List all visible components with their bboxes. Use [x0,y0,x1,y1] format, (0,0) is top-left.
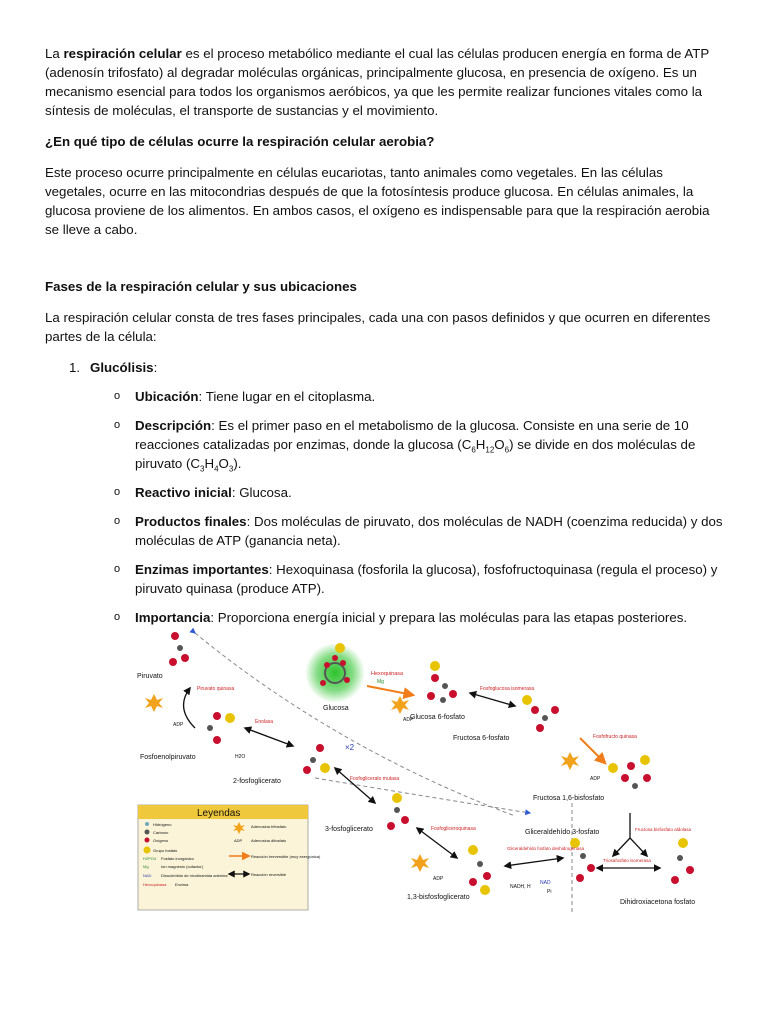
svg-text:Grupo fosfato: Grupo fosfato [153,848,178,853]
svg-text:Fosfofructo quinasa: Fosfofructo quinasa [593,734,637,740]
arrow-fosfofructoquinasa [580,738,605,763]
svg-text:Reacción irreversible (muy exe: Reacción irreversible (muy exergónica) [251,854,321,859]
arrow-hexoquinasa [367,686,413,695]
detail-descripcion: o Descripción: Es el primer paso en el metabolismo de la glucosa. Consiste en una serie de 10 reacciones catalizadas por enzimas, donde la glucosa $(C_6H_{12}O_6)$ se divide en dos moléculas de piruvato $(C_3H_4O_3)$. [114,418,696,474]
svg-text:ADP: ADP [403,717,414,723]
molecule-dhap-icon [671,838,694,884]
arrow-piruvato-quinasa [184,688,195,728]
molecule-2pg-icon [303,744,330,774]
svg-text:Triosafosfato isomerasa: Triosafosfato isomerasa [603,858,651,863]
svg-text:Mg: Mg [377,679,384,685]
arrow-fosfogliceroquinasa [417,828,457,858]
detail-productos: o Productos finales: Dos moléculas de piruvato, dos moléculas de NADH (coenzima reducida) y dos moléculas de ATP (ganancia neta). [114,514,723,548]
detail-enzimas: o Enzimas importantes: Hexoquinasa (fosforila la glucosa), fosfofructoquinasa (regula el proceso) y piruvato quinasa (produce ATP). [114,562,718,596]
legend-box [138,805,321,910]
svg-text:Ion magnesio (cofactor): Ion magnesio (cofactor) [161,864,204,869]
atp-star-icon-1 [391,696,409,714]
svg-text:Dinucleótido de nicotinamida a: Dinucleótido de nicotinamida adenina [161,873,228,878]
atp-star-icon-4 [145,694,163,712]
label-2fosfoglicerato: 2-fosfoglicerato [233,778,281,785]
atp-star-icon-2 [561,752,579,770]
dashed-g3p-arrow [315,778,530,813]
molecule-g3p-icon [570,838,595,882]
molecule-pep-icon [207,712,235,744]
svg-text:Gliceraldehído fosfato deshidr: Gliceraldehído fosfato deshidrogenasa [507,846,585,851]
molecule-fructosa16bp-icon [608,755,651,789]
intro-paragraph: La respiración celular es el proceso metabólico mediante el cual las células producen energía en forma de ATP (adenosín trifosfato) al degradar moléculas orgánicas, principalmente glucosa, en presencia de oxígeno. Es un mecanismo esencial para todos los organismos aeróbicos, ya que les permite realizar funciones vitales como la síntesis de moléculas, el transporte de sustancias y el movimiento. [45,46,710,118]
svg-text:NAD: NAD [143,873,152,878]
svg-text:NAD: NAD [540,880,551,886]
label-piruvato: Piruvato [137,673,163,680]
svg-text:Hexoquinasa: Hexoquinasa [143,882,167,887]
enzyme-hexoquinasa: Hexoquinasa [371,671,404,677]
detail-ubicacion: o Ubicación: Tiene lugar en el citoplasma. [114,389,376,404]
svg-text:Piruvato quinasa: Piruvato quinasa [197,686,235,692]
svg-text:Fosfato inorgánico: Fosfato inorgánico [161,856,194,861]
label-dihidroxiacetona: Dihidroxiacetona fosfato [620,899,696,906]
molecule-fructosa6p-icon [522,695,559,732]
label-13bpg: 1,3-bisfosfoglicerato [407,894,470,901]
atp-star-icon-3 [411,854,429,872]
term-respiracion: respiración celular [63,46,182,61]
svg-text:H2O: H2O [235,754,246,760]
svg-text:H2PO4: H2PO4 [143,856,157,861]
glycolysis-diagram [135,628,703,918]
molecule-3pg-icon [387,793,409,830]
label-3fosfoglicerato: 3-fosfoglicerato [325,826,373,833]
label-fructosa6p: Fructosa 6-fosfato [453,735,510,742]
glucose-glow [305,643,365,703]
arrow-isomerasa [470,693,515,706]
svg-text:Enzima: Enzima [175,882,189,887]
svg-text:NADH, H: NADH, H [510,884,531,890]
svg-text:Reacción reversible: Reacción reversible [251,872,287,877]
question-heading: ¿En qué tipo de células ocurre la respiración celular aerobia? [45,134,435,149]
svg-text:Mg: Mg [143,864,149,869]
label-fosfoenolpiruvato: Fosfoenolpiruvato [140,754,196,761]
svg-text:Fosfoglucosa isomerasa: Fosfoglucosa isomerasa [480,686,535,692]
legend-title: Leyendas [197,808,241,819]
svg-text:Fructosa bisfosfato aldolasa: Fructosa bisfosfato aldolasa [635,827,692,832]
svg-text:Hidrógeno: Hidrógeno [153,822,172,827]
svg-text:Enolasa: Enolasa [255,719,274,725]
svg-text:ADP: ADP [590,776,601,782]
molecule-piruvato-icon [169,632,189,666]
arrow-enolasa [245,728,293,746]
label-x2: ×2 [345,743,355,752]
svg-text:Fosfoglicerato mutasa: Fosfoglicerato mutasa [350,776,400,782]
glucolisis-details [45,387,725,627]
label-gliceraldehido: Gliceraldehído 3-fosfato [525,829,600,836]
document-body [45,44,725,637]
label-glucosa6p: Glucosa 6-fosfato [410,714,465,721]
label-fructosa16bp: Fructosa 1,6-bisfosfato [533,795,605,802]
molecule-glucosa6p-icon [427,661,457,703]
detail-importancia: o Importancia: Proporciona energía inicial y prepara las moléculas para las etapas posteriores. [114,610,688,625]
arrow-mutasa [335,768,375,803]
phases-intro: La respiración celular consta de tres fases principales, cada una con pasos definidos y que ocurren en diferentes partes de la célula: [45,310,711,344]
svg-text:ADP: ADP [234,838,243,843]
svg-text:Pi: Pi [547,889,552,895]
svg-text:Fosfogliceroquinasa: Fosfogliceroquinasa [431,826,476,832]
detail-reactivo: o Reactivo inicial: Glucosa. [114,485,292,500]
svg-text:Adenosina trifosfato: Adenosina trifosfato [251,824,287,829]
arrow-deshidrogenasa [505,858,563,866]
phases-heading: Fases de la respiración celular y sus ubicaciones [45,279,357,294]
svg-text:ADP: ADP [433,876,444,882]
svg-text:ADP: ADP [173,722,184,728]
phases-list [45,358,725,377]
molecule-13bpg-icon [468,845,491,895]
svg-text:Oxígeno: Oxígeno [153,838,169,843]
label-glucosa: Glucosa [323,705,349,712]
phase-item-glucolisis: 1. Glucólisis: [69,360,158,375]
svg-text:Adenosina difosfato: Adenosina difosfato [251,838,287,843]
svg-text:Carbono: Carbono [153,830,169,835]
cells-paragraph: Este proceso ocurre principalmente en células eucariotas, tanto animales como vegetales. En las células vegetales, ocurre en las mitocondrias después de que la fotosíntesis produce glucosa. En células animales, la glucosa proviene de los alimentos. En ambos casos, el oxígeno es indispensable para que la respiración aerobia se lleve a cabo. [45,165,710,237]
